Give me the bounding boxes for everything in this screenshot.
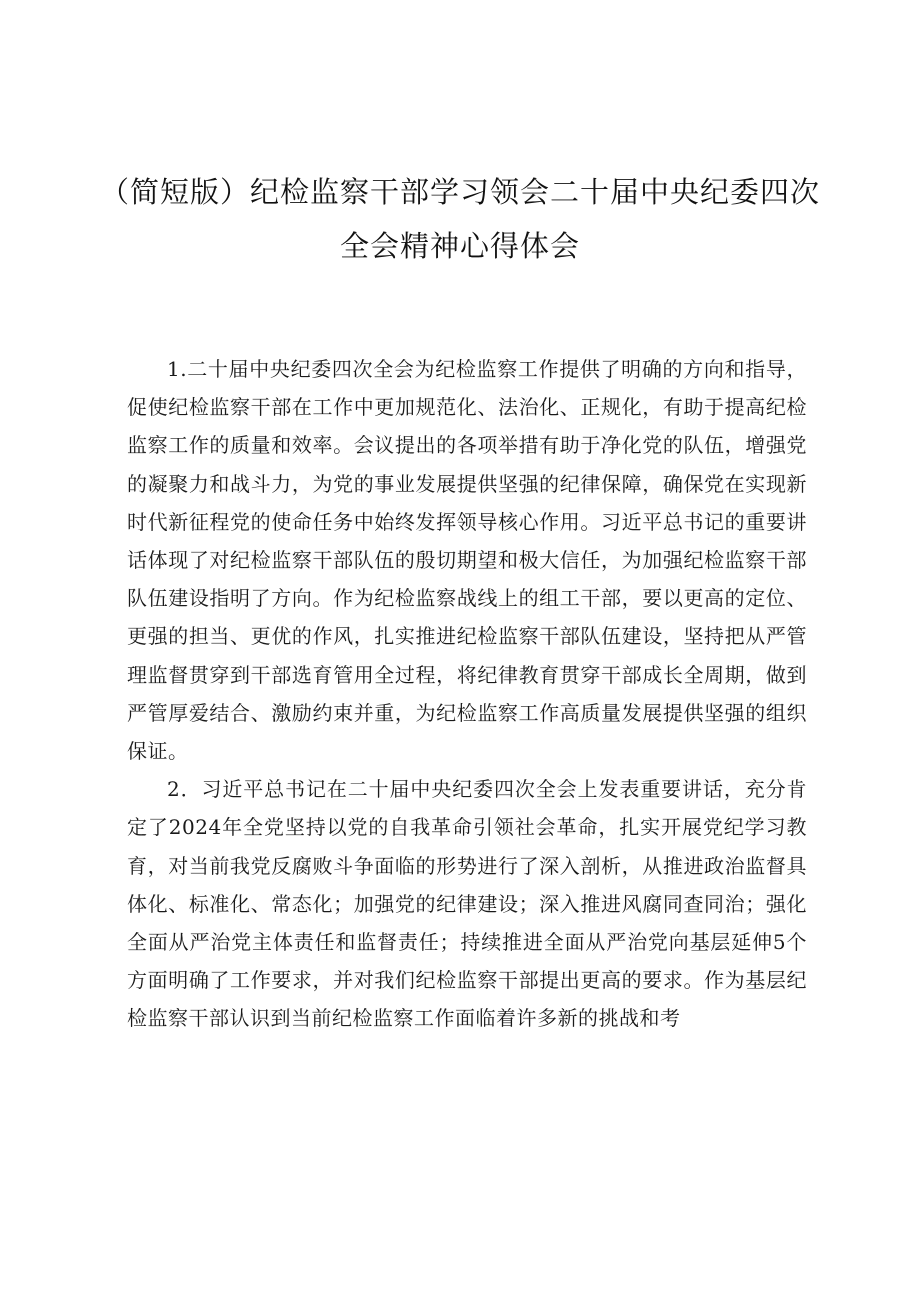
- document-body: [127, 350, 807, 1038]
- paragraph-2: 2．习近平总书记在二十届中央纪委四次全会上发表重要讲话，充分肯定了2024年全党坚持以党的自我革命引领社会革命，扎实开展党纪学习教育，对当前我党反腐败斗争面临的形势进行了深入剖析，从推进政治监督具体化、标准化、常态化；加强党的纪律建设；深入推进风腐同查同治；强化全面从严治党主体责任和监督责任；持续推进全面从严治党向基层延伸5个方面明确了工作要求，并对我们纪检监察干部提出更高的要求。作为基层纪检监察干部认识到当前纪检监察工作面临着许多新的挑战和考: [127, 777, 807, 1031]
- document-title-line-1: （简短版）纪检监察干部学习领会二十届中央纪委四次: [99, 175, 820, 209]
- document-title-line-2: 全会精神心得体会: [339, 229, 580, 263]
- paragraph-1: 1.二十届中央纪委四次全会为纪检监察工作提供了明确的方向和指导，促使纪检监察干部在工作中更加规范化、法治化、正规化，有助于提高纪检监察工作的质量和效率。会议提出的各项举措有助于净化党的队伍，增强党的凝聚力和战斗力，为党的事业发展提供坚强的纪律保障，确保党在实现新时代新征程党的使命任务中始终发挥领导核心作用。习近平总书记的重要讲话体现了对纪检监察干部队伍的殷切期望和极大信任，为加强纪检监察干部队伍建设指明了方向。作为纪检监察战线上的组工干部，要以更高的定位、更强的担当、更优的作风，扎实推进纪检监察干部队伍建设，坚持把从严管理监督贯穿到干部选育管用全过程，将纪律教育贯穿干部成长全周期，做到严管厚爱结合、激励约束并重，为纪检监察工作高质量发展提供坚强的组织保证。: [127, 357, 807, 764]
